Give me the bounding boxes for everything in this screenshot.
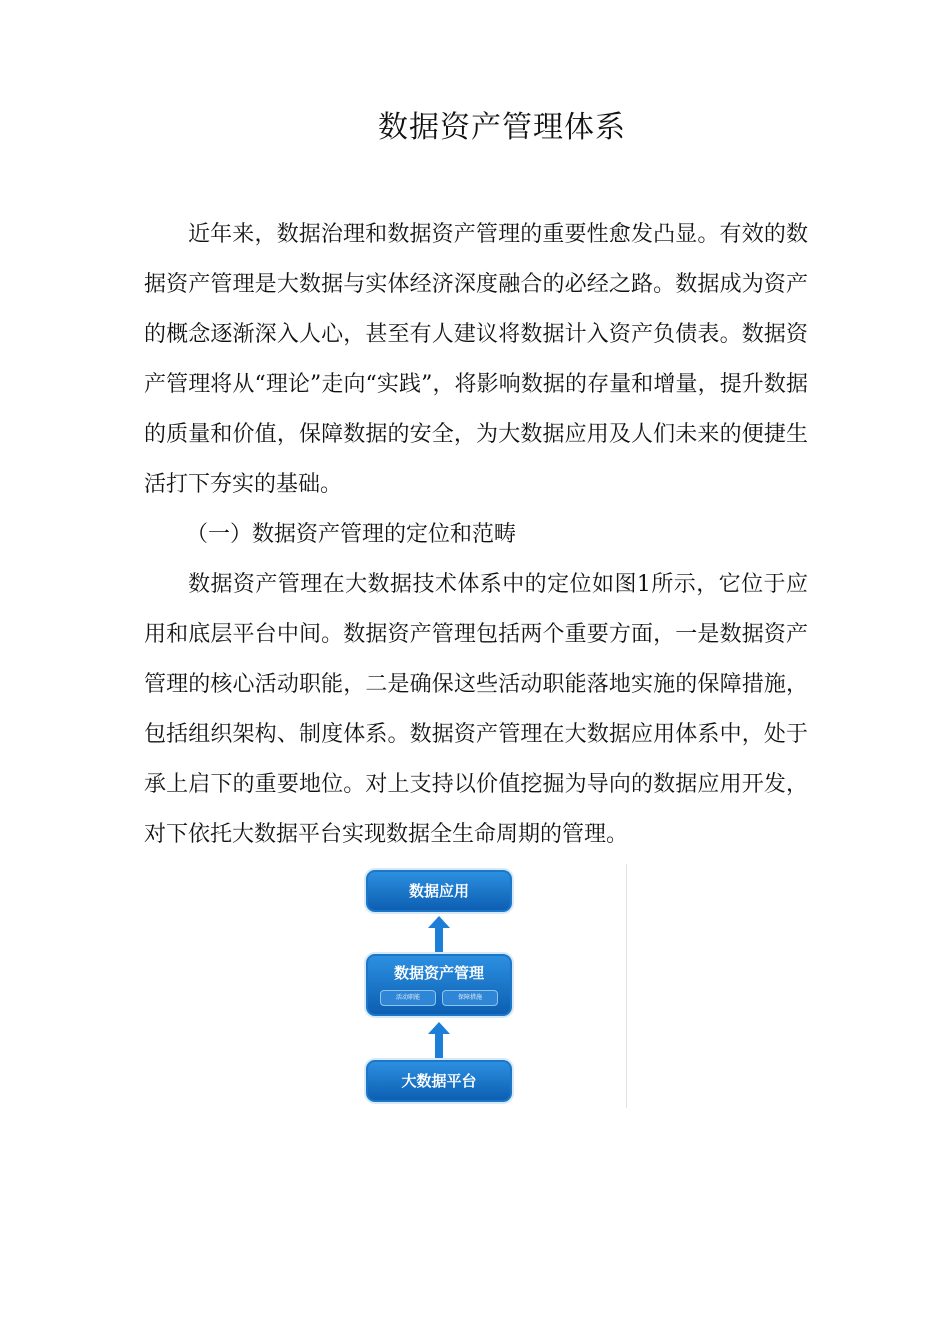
big-data-platform-label: 大数据平台 [401, 1072, 477, 1090]
body-paragraph-intro: 近年来，数据治理和数据资产管理的重要性愈发凸显。有效的数据资产管理是大数据与实体经济深度融合的必经之路。数据成为资产的概念逐渐深入人心，甚至有人建议将数据计入资产负债表。数据资产管理将从“理论”走向“实践”，将影响数据的存量和增量，提升数据的质量和价值，保障数据的安全，为大数据应用及人们未来的便捷生活打下夯实的基础。 [144, 222, 808, 497]
body-paragraph-positioning: 数据资产管理在大数据技术体系中的定位如图1所示，它位于应用和底层平台中间。数据资产管理包括两个重要方面，一是数据资产管理的核心活动职能，二是确保这些活动职能落地实施的保障措施，包括组织架构、制度体系。数据资产管理在大数据应用体系中，处于承上启下的重要地位。对上支持以价值挖掘为导向的数据应用开发，对下依托大数据平台实现数据全生命周期的管理。 [144, 572, 808, 847]
safeguard-measures-pill: 保障措施 [442, 990, 498, 1006]
sub-items-row [380, 990, 498, 1006]
architecture-figure [362, 864, 627, 1108]
section-heading: （一）数据资产管理的定位和范畴 [186, 522, 517, 547]
arrow-up-icon [428, 1022, 450, 1060]
data-asset-management-label: 数据资产管理 [393, 964, 484, 982]
data-asset-management-box [366, 954, 512, 1016]
data-application-box [366, 870, 512, 912]
page-title: 数据资产管理体系 [378, 110, 626, 145]
data-application-label: 数据应用 [408, 882, 469, 900]
arrow-up-icon [428, 916, 450, 954]
big-data-platform-box [366, 1060, 512, 1102]
activity-functions-pill: 活动职能 [380, 990, 436, 1006]
